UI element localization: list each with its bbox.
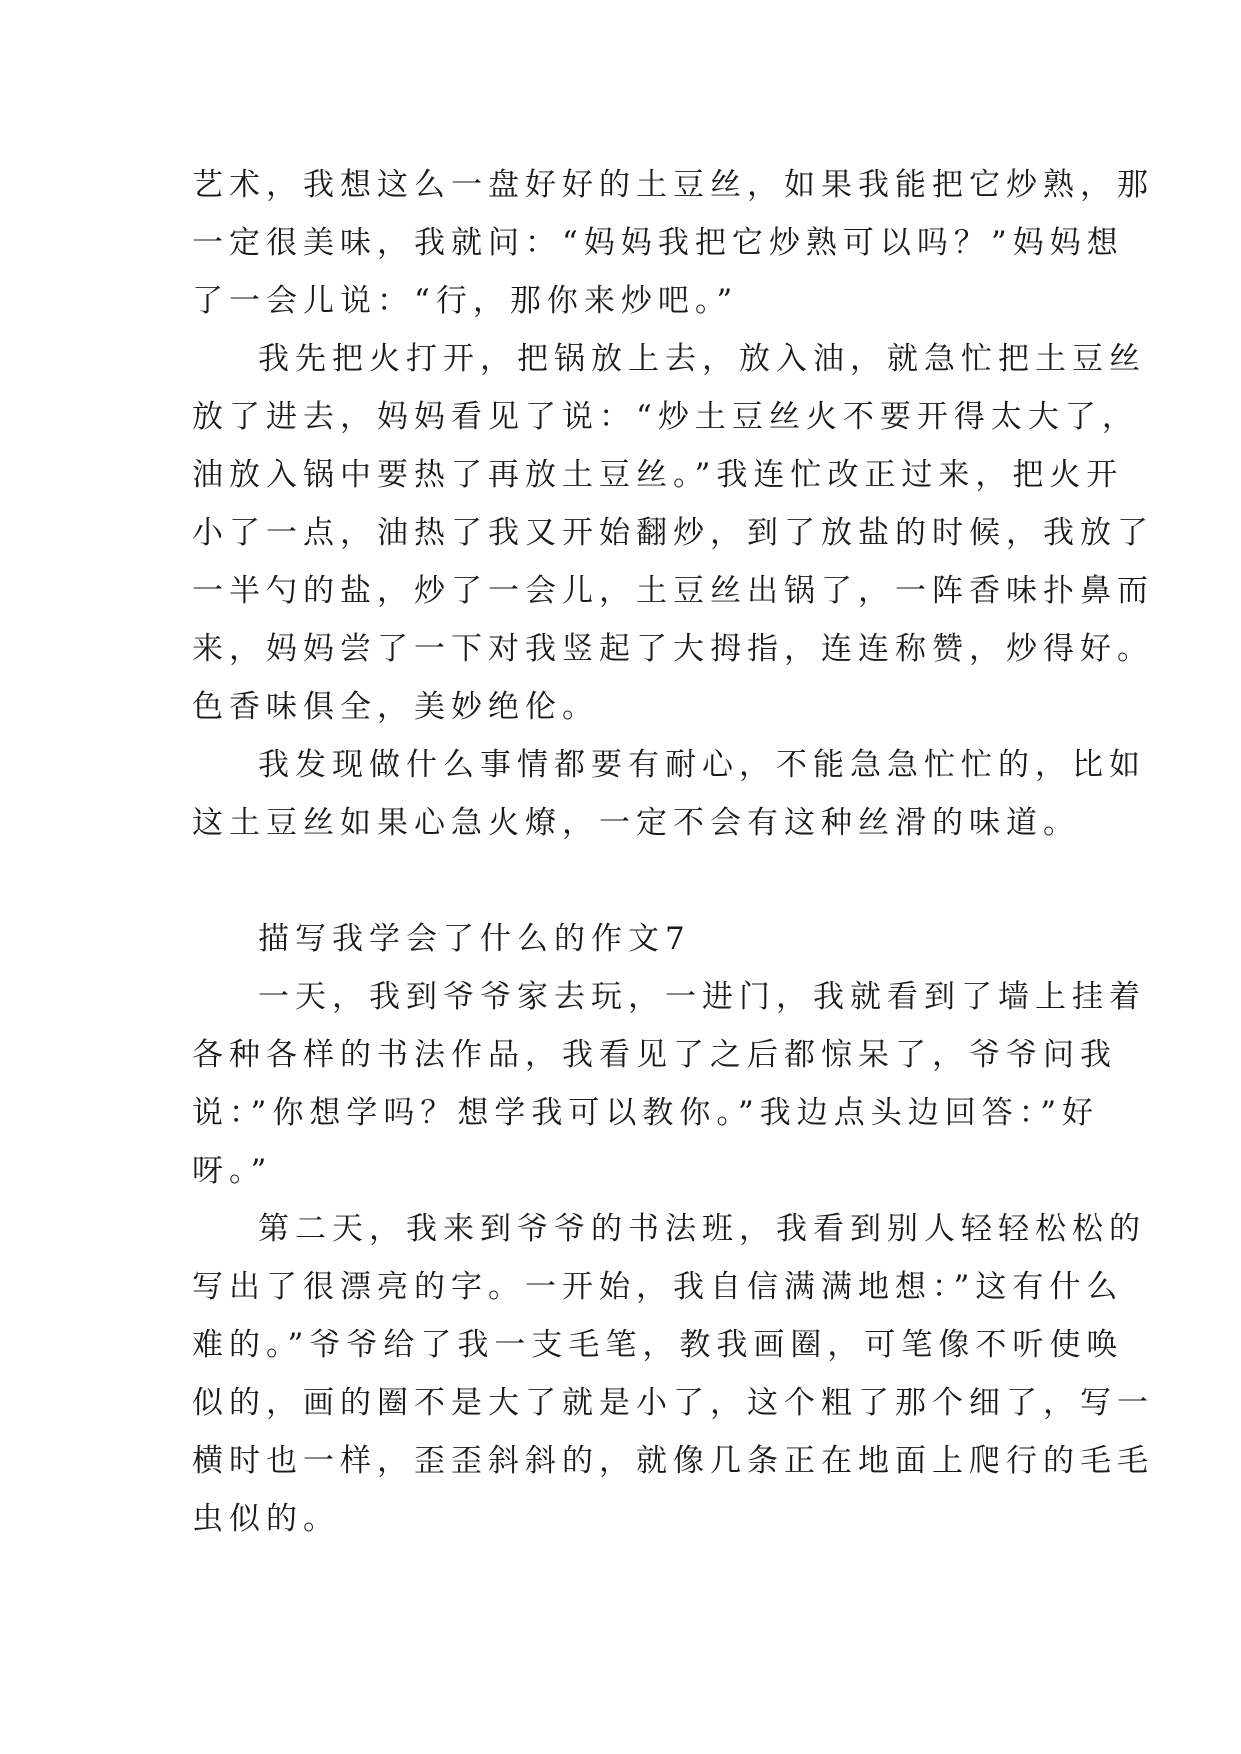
text-line: 小了一点，油热了我又开始翻炒，到了放盐的时候，我放了 bbox=[192, 515, 1154, 551]
text-line: 一半勺的盐，炒了一会儿，土豆丝出锅了，一阵香味扑鼻而 bbox=[192, 573, 1154, 609]
paragraph-patience bbox=[192, 736, 1146, 852]
paragraph-art bbox=[192, 156, 1154, 330]
paragraph-calligraphy-class bbox=[192, 1200, 1154, 1548]
text-line: 呀。” bbox=[192, 1153, 273, 1189]
text-line: 我发现做什么事情都要有耐心，不能急急忙忙的，比如 bbox=[258, 747, 1146, 783]
text-line: 各种各样的书法作品，我看见了之后都惊呆了，爷爷问我 bbox=[192, 1037, 1117, 1073]
text-line: 第二天，我来到爷爷的书法班，我看到别人轻轻松松的 bbox=[258, 1211, 1146, 1247]
paragraph-grandpa-house bbox=[192, 968, 1146, 1200]
text-line: 一天，我到爷爷家去玩，一进门，我就看到了墙上挂着 bbox=[258, 979, 1146, 1015]
text-line: 艺术，我想这么一盘好好的土豆丝，如果我能把它炒熟，那 bbox=[192, 167, 1154, 203]
text-line: 这土豆丝如果心急火燎，一定不会有这种丝滑的味道。 bbox=[192, 805, 1080, 841]
text-line: 写出了很漂亮的字。一开始，我自信满满地想：”这有什么 bbox=[192, 1269, 1124, 1305]
text-line: 我先把火打开，把锅放上去，放入油，就急忙把土豆丝 bbox=[258, 341, 1146, 377]
text-line: 横时也一样，歪歪斜斜的，就像几条正在地面上爬行的毛毛 bbox=[192, 1443, 1154, 1479]
section-title: 描写我学会了什么的作文7 bbox=[258, 921, 691, 957]
text-line: 难的。”爷爷给了我一支毛笔，教我画圈，可笔像不听使唤 bbox=[192, 1327, 1124, 1363]
text-line: 放了进去，妈妈看见了说：“炒土豆丝火不要开得太大了， bbox=[192, 399, 1139, 435]
text-line: 油放入锅中要热了再放土豆丝。”我连忙改正过来，把火开 bbox=[192, 457, 1124, 493]
text-line: 了一会儿说：“行，那你来炒吧。” bbox=[192, 283, 739, 319]
essay-section-title bbox=[192, 910, 1082, 968]
text-line: 来，妈妈尝了一下对我竖起了大拇指，连连称赞，炒得好。 bbox=[192, 631, 1154, 667]
text-line: 说：”你想学吗？想学我可以教你。”我边点头边回答：”好 bbox=[192, 1095, 1100, 1131]
paragraph-cooking bbox=[192, 330, 1154, 736]
text-line: 似的，画的圈不是大了就是小了，这个粗了那个细了，写一 bbox=[192, 1385, 1154, 1421]
text-line: 色香味俱全，美妙绝伦。 bbox=[192, 689, 599, 725]
text-line: 虫似的。 bbox=[192, 1501, 340, 1537]
text-line: 一定很美味，我就问：“妈妈我把它炒熟可以吗？”妈妈想 bbox=[192, 225, 1124, 261]
